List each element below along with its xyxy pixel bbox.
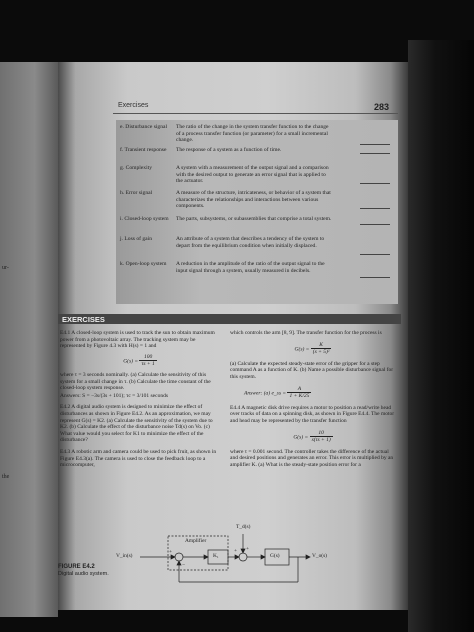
arrow-head [235,555,239,559]
equation-fraction [311,342,332,356]
running-header-title: Exercises [118,102,149,109]
exercises-heading-bar [58,314,401,324]
page-number: 283 [374,102,390,112]
equation-lhs: G(s) = [123,358,139,365]
answer-blank [360,183,390,184]
exercises-heading: EXERCISES [62,315,105,324]
figure-caption [58,564,109,577]
exercise-e4-2: E4.2 A digital audio system is designed to minimize the effect of disturbances as shown in Figure E4.2. As an approximation, we may represent G(s) = K2. (a) Calculate the sensitivity of the system due to K2. (b) Calculate the effect of the disturbance noise Td(s) on Vo. (c) What value would you select for K1 to minimize the effect of the disturbance? [60,404,213,444]
answer-label: Answer: (a) e_ss = [244,389,287,396]
exercise-e4-3: E4.3 A robotic arm and camera could be used to pick fruit, as shown in Figure E4.3(a). The camera is used to close the feedback loop to a microcomputer, [60,448,217,469]
glossary-term: e. Disturbance signal [120,124,168,130]
glossary-definition: The parts, subsystems, or subassemblies that comprise a total system. [176,216,332,222]
exercise-e4-3-continued: which controls the arm [8, 9]. The transfer function for the process is [230,330,382,336]
arrow-head [241,549,245,553]
glossary-definition: The response of a system as a function of time. [176,147,282,153]
equation-fraction [139,354,156,368]
answer-blank [360,208,390,209]
input-signal-label: V_in(s) [116,553,133,559]
equation-process [230,342,396,356]
adjacent-page-fragment: the [2,474,10,480]
answer-blank [360,224,390,225]
sum2-plus-sign: + [246,546,250,552]
equation-lhs: G(s) = [294,345,310,352]
amplifier-title: Amplifier [185,538,207,544]
figure-caption-title: FIGURE E4.2 [58,564,95,570]
summing-junction-2 [239,553,247,561]
exercise-e4-3-questions: (a) Calculate the expected steady-state error of the gripper for a step command A as a function of K. (b) Name a possible disturbance signal for this system. [230,360,394,380]
glossary-definition: A reduction in the amplitude of the ratio of the output signal to the input signal through a system, usually measured in decibels. [176,261,325,274]
equation-denominator: s(τs + 1) [311,437,331,444]
equation-fraction [287,386,311,400]
equation-e4-1 [60,354,220,368]
header-rule [113,113,398,114]
exercise-e4-4: E4.4 A magnetic disk drive requires a motor to position a read/write head over tracks of data on a spinning disk, as shown in Figure E4.4. The motor and head may be represented by the transfer function [230,404,395,424]
glossary-term: i. Closed-loop system [120,216,169,222]
exercise-e4-1-continued: where τ = 3 seconds nominally. (a) Calculate the sensitivity of this system for a small change in τ. (b) Calculate the time constant of the closed-loop system response. [60,371,211,392]
book-page [58,62,408,610]
summing-junction-1 [175,553,183,561]
answer-blank [360,277,390,278]
equation-numerator: A [287,386,311,394]
glossary-definition: A measure of the structure, intricateness, or behavior of a system that characterizes the relationships and interactions between various components. [176,190,331,210]
equation-denominator: τs + 1 [141,361,155,368]
sum1-plus-sign: + [169,549,173,555]
equation-answer [230,386,396,400]
sum1-minus-sign: − [182,562,186,568]
arrow-head [204,555,208,559]
equation-numerator: 10 [310,430,333,438]
glossary-term: j. Loss of gain [120,236,153,242]
glossary-table [116,120,398,304]
glossary-term: g. Complexity [120,165,153,171]
glossary-term: h. Error signal [120,190,153,196]
exercise-e4-1-answer: Answers: S = −3s/(3s + 101); τc = 3/101 seconds [60,392,168,399]
exercise-e4-4-continued: where τ = 0.001 second. The controller takes the difference of the actual and desired positions and generates an error. This error is multiplied by an amplifier K. (a) What is the steady-state position error for a [230,448,394,468]
page-curl-shadow [408,40,474,632]
answer-blank [360,144,390,145]
glossary-definition: An attribute of a system that describes a tendency of the system to depart from the equilibrium condition when initially displaced. [176,236,325,249]
disturbance-label: T_d(s) [236,524,251,530]
adjacent-page-fragment: ur- [2,265,9,271]
equation-denominator: 1 + K/25 [289,393,310,400]
exercise-e4-1: E4.1 A closed-loop system is used to track the sun to obtain maximum power from a photovoltaic array. The tracking system may be represented by Figure 4.3 with H(s) = 1 and [60,330,215,350]
glossary-definition: The ratio of the change in the system transfer function to the change of a process transfer function (or parameter) for a small incremental change. [176,124,329,144]
equation-fraction [310,430,333,444]
glossary-term: k. Open-loop system [120,261,167,267]
right-text-column [230,330,396,469]
sum2-plus-sign: + [234,548,238,554]
glossary-term: f. Transient response [120,147,167,153]
equation-numerator: 100 [139,354,156,362]
adjacent-page-strip [0,62,58,617]
output-signal-label: V_o(s) [312,553,327,559]
figure-caption-subtitle: Digital audio system. [58,570,109,577]
glossary-definition: A system with a measurement of the output signal and a comparison with the desired output to generate an error signal that is applied to the actuator. [176,165,329,185]
arrow-head [306,555,310,559]
answer-blank [360,153,390,154]
arrow-head [177,561,181,565]
arrow-head [171,555,175,559]
equation-lhs: G(s) = [293,433,309,440]
amplifier-gain: K₁ [213,553,219,559]
equation-numerator: K [311,342,332,350]
arrow-head [261,555,265,559]
answer-blank [360,254,390,255]
equation-motor [230,430,396,444]
plant-label: G(s) [270,553,280,559]
left-text-column [60,330,220,469]
equation-denominator: (s + 5)² [312,349,330,356]
